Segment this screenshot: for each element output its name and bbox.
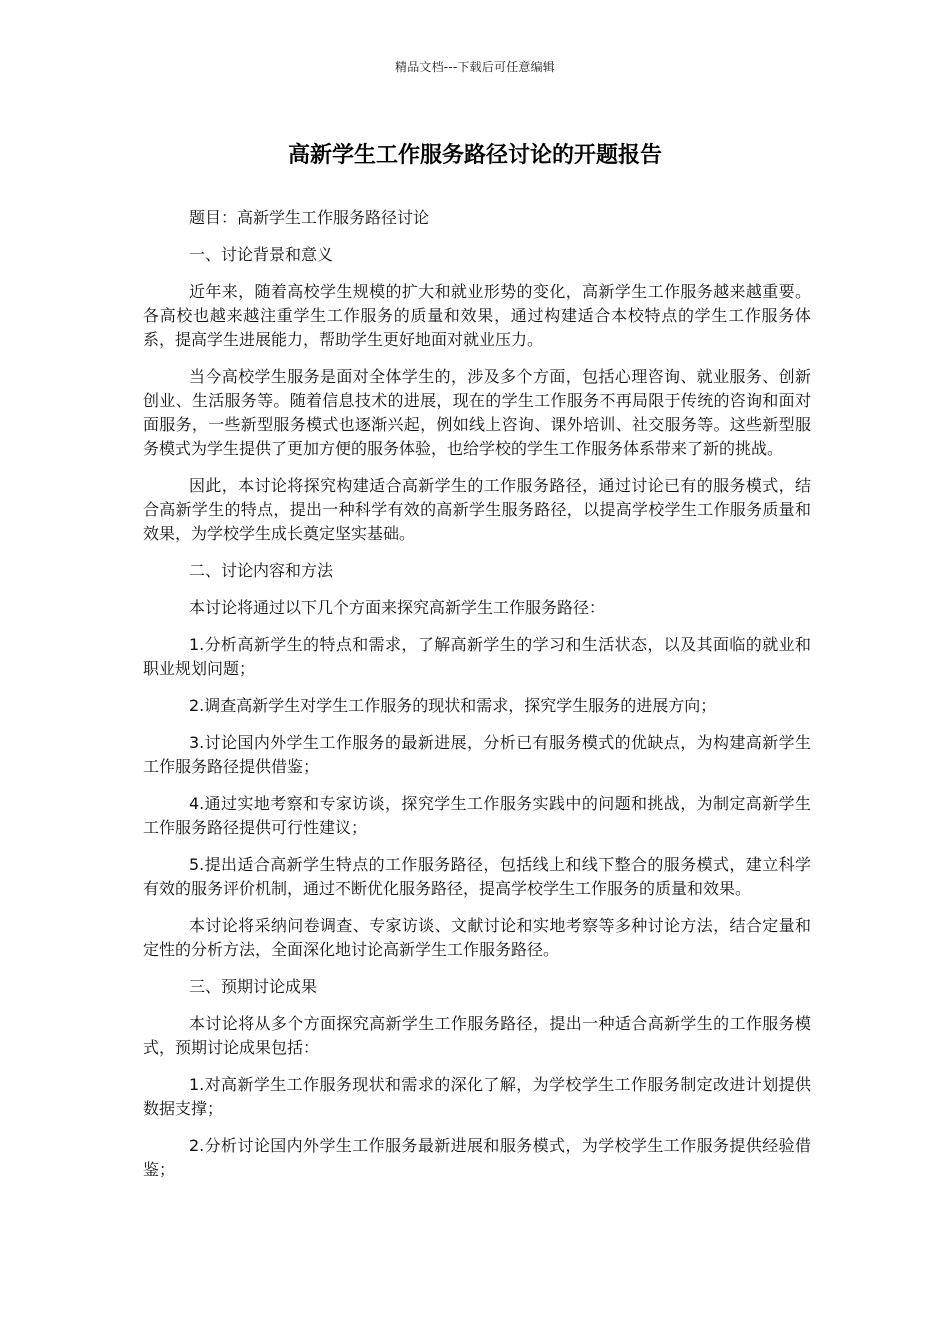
list-item: 5.提出适合高新学生特点的工作服务路径，包括线上和线下整合的服务模式，建立科学有效的服务评价机制，通过不断优化服务路径，提高学校学生工作服务的质量和效果。 [143,855,811,898]
header-note: 精品文档---下载后可任意编辑 [395,60,555,74]
list-item: 2.分析讨论国内外学生工作服务最新进展和服务模式，为学校学生工作服务提供经验借鉴； [143,1136,811,1179]
document-title: 高新学生工作服务路径讨论的开题报告 [287,143,662,168]
list-item: 1.分析高新学生的特点和需求，了解高新学生的学习和生活状态，以及其面临的就业和职业规划问题； [143,635,811,678]
list-item: 2.调查高新学生对学生工作服务的现状和需求，探究学生服务的进展方向； [189,696,717,715]
document-body [143,206,811,1195]
body-paragraph: 本讨论将采纳问卷调查、专家访谈、文献讨论和实地考察等多种讨论方法，结合定量和定性的分析方法，全面深化地讨论高新学生工作服务路径。 [143,916,811,959]
body-paragraph: 本讨论将从多个方面探究高新学生工作服务路径，提出一种适合高新学生的工作服务模式，预期讨论成果包括： [143,1014,811,1057]
list-item: 4.通过实地考察和专家访谈，探究学生工作服务实践中的问题和挑战，为制定高新学生工作服务路径提供可行性建议； [143,794,811,837]
section-heading-expected-results: 三、预期讨论成果 [189,977,318,996]
topic-line: 题目：高新学生工作服务路径讨论 [189,208,430,227]
section-heading-background: 一、讨论背景和意义 [189,245,334,264]
body-paragraph: 当今高校学生服务是面对全体学生的，涉及多个方面，包括心理咨询、就业服务、创新创业、生活服务等。随着信息技术的进展，现在的学生工作服务不再局限于传统的咨询和面对面服务，一些新型服务模式也逐渐兴起，例如线上咨询、课外培训、社交服务等。这些新型服务模式为学生提供了更加方便的服务体验，也给学校的学生工作服务体系带来了新的挑战。 [143,367,811,458]
list-item: 3.讨论国内外学生工作服务的最新进展，分析已有服务模式的优缺点，为构建高新学生工作服务路径提供借鉴； [143,733,811,776]
body-paragraph: 近年来，随着高校学生规模的扩大和就业形势的变化，高新学生工作服务越来越重要。各高校也越来越注重学生工作服务的质量和效果，通过构建适合本校特点的学生工作服务体系，提高学生进展能力，帮助学生更好地面对就业压力。 [143,282,811,349]
list-item: 1.对高新学生工作服务现状和需求的深化了解，为学校学生工作服务制定改进计划提供数据支撑； [143,1075,811,1118]
section-heading-content-method: 二、讨论内容和方法 [189,561,334,580]
body-paragraph: 因此，本讨论将探究构建适合高新学生的工作服务路径，通过讨论已有的服务模式，结合高新学生的特点，提出一种科学有效的高新学生服务路径，以提高学校学生工作服务质量和效果，为学校学生成长奠定坚实基础。 [143,476,811,543]
body-paragraph: 本讨论将通过以下几个方面来探究高新学生工作服务路径： [189,598,606,617]
